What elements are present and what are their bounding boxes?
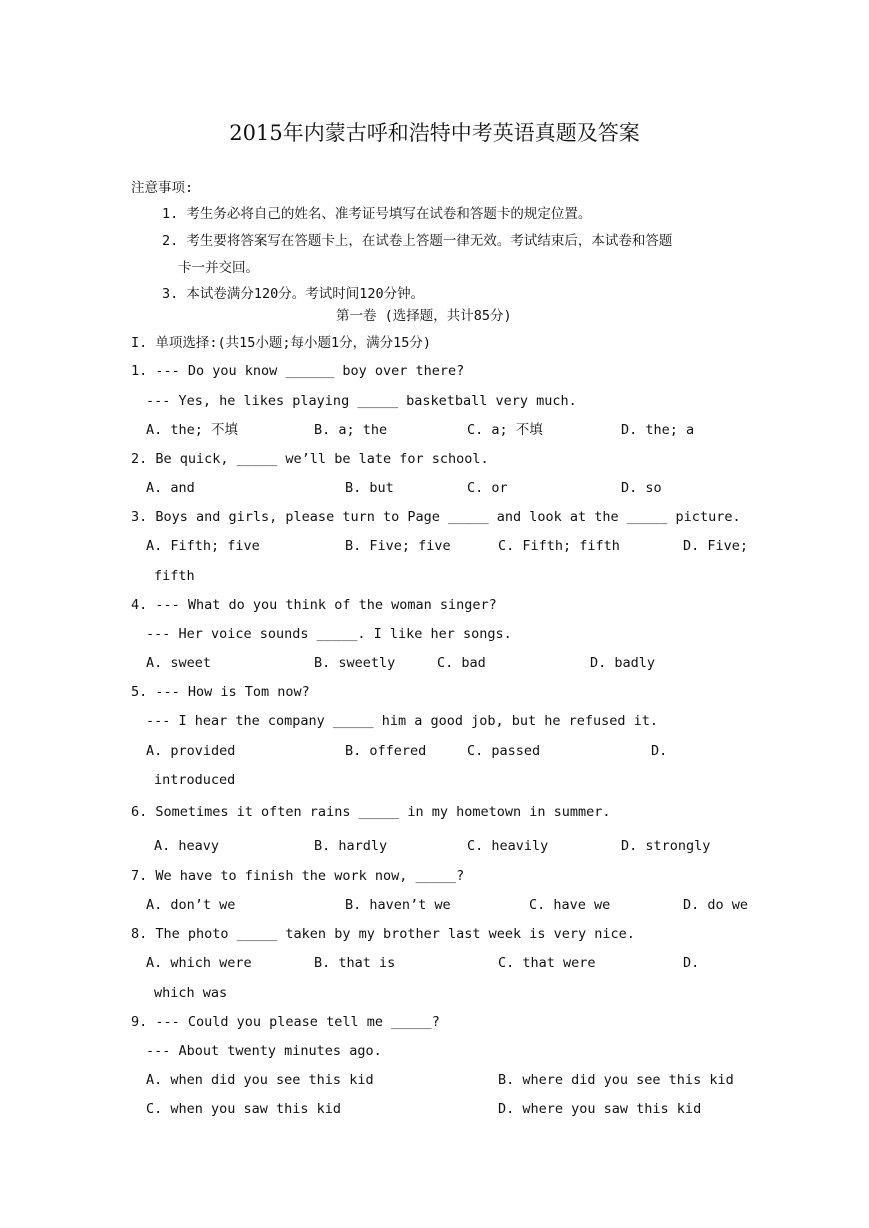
option: C. when you saw this kid bbox=[146, 1101, 342, 1117]
question-line: --- I hear the company _____ him a good job, but he refused it. bbox=[146, 713, 659, 729]
option: B. where did you see this kid bbox=[498, 1072, 734, 1088]
option: D. bbox=[683, 955, 700, 971]
question-stem: 2. Be quick, _____ we’ll be late for school. bbox=[131, 451, 489, 467]
option: C. passed bbox=[467, 743, 541, 759]
option: D. do we bbox=[683, 897, 749, 913]
option: A. which were bbox=[146, 955, 252, 971]
option: C. Fifth; fifth bbox=[498, 538, 620, 554]
option: C. or bbox=[467, 480, 508, 496]
option: A. provided bbox=[146, 743, 236, 759]
question-stem: 7. We have to finish the work now, _____? bbox=[131, 868, 465, 884]
question-stem: 9. --- Could you please tell me _____? bbox=[131, 1014, 440, 1030]
question-stem: 3. Boys and girls, please turn to Page _____ and look at the _____ picture. bbox=[131, 509, 741, 525]
option: B. sweetly bbox=[314, 655, 396, 671]
question-stem: 8. The photo _____ taken by my brother last week is very nice. bbox=[131, 926, 635, 942]
notice-item: 3. 本试卷满分120分。考试时间120分钟。 bbox=[162, 286, 425, 302]
option-wrap: which was bbox=[154, 985, 228, 1001]
document-title: 2015年内蒙古呼和浩特中考英语真题及答案 bbox=[229, 121, 640, 145]
option: D. where you saw this kid bbox=[498, 1101, 702, 1117]
option: A. the; 不填 bbox=[146, 422, 239, 438]
option: B. a; the bbox=[314, 422, 388, 438]
part-title: 第一卷 (选择题，共计85分) bbox=[336, 308, 512, 324]
option: B. but bbox=[345, 480, 394, 496]
option: A. sweet bbox=[146, 655, 212, 671]
notice-item: 1. 考生务必将自己的姓名、准考证号填写在试卷和答题卡的规定位置。 bbox=[162, 206, 592, 222]
option: C. that were bbox=[498, 955, 596, 971]
option: B. Five; five bbox=[345, 538, 451, 554]
question-stem: 1. --- Do you know ______ boy over there? bbox=[131, 363, 465, 379]
option: C. bad bbox=[437, 655, 486, 671]
notice-heading: 注意事项: bbox=[131, 180, 194, 196]
option: A. and bbox=[146, 480, 195, 496]
option: A. don’t we bbox=[146, 897, 236, 913]
option: B. haven’t we bbox=[345, 897, 451, 913]
section-title: I. 单项选择:(共15小题;每小题1分，满分15分) bbox=[131, 335, 432, 351]
option: C. have we bbox=[529, 897, 611, 913]
option: A. Fifth; five bbox=[146, 538, 260, 554]
question-stem: 5. --- How is Tom now? bbox=[131, 684, 310, 700]
option: D. bbox=[651, 743, 668, 759]
question-stem: 4. --- What do you think of the woman singer? bbox=[131, 597, 497, 613]
option: D. the; a bbox=[621, 422, 695, 438]
option: B. that is bbox=[314, 955, 396, 971]
option-wrap: introduced bbox=[154, 772, 236, 788]
option: D. Five; bbox=[683, 538, 749, 554]
option: C. a; 不填 bbox=[467, 422, 543, 438]
option: C. heavily bbox=[467, 838, 549, 854]
notice-item: 2. 考生要将答案写在答题卡上，在试卷上答题一律无效。考试结束后，本试卷和答题 bbox=[162, 233, 673, 249]
question-line: --- Her voice sounds _____. I like her songs. bbox=[146, 626, 512, 642]
option: A. heavy bbox=[154, 838, 220, 854]
option-wrap: fifth bbox=[154, 568, 195, 584]
option: D. strongly bbox=[621, 838, 711, 854]
question-line: --- Yes, he likes playing _____ basketball very much. bbox=[146, 393, 577, 409]
option: B. hardly bbox=[314, 838, 388, 854]
notice-item: 卡一并交回。 bbox=[178, 260, 259, 276]
option: D. badly bbox=[590, 655, 656, 671]
question-stem: 6. Sometimes it often rains _____ in my hometown in summer. bbox=[131, 804, 611, 820]
option: D. so bbox=[621, 480, 662, 496]
option: A. when did you see this kid bbox=[146, 1072, 374, 1088]
question-line: --- About twenty minutes ago. bbox=[146, 1043, 382, 1059]
option: B. offered bbox=[345, 743, 427, 759]
